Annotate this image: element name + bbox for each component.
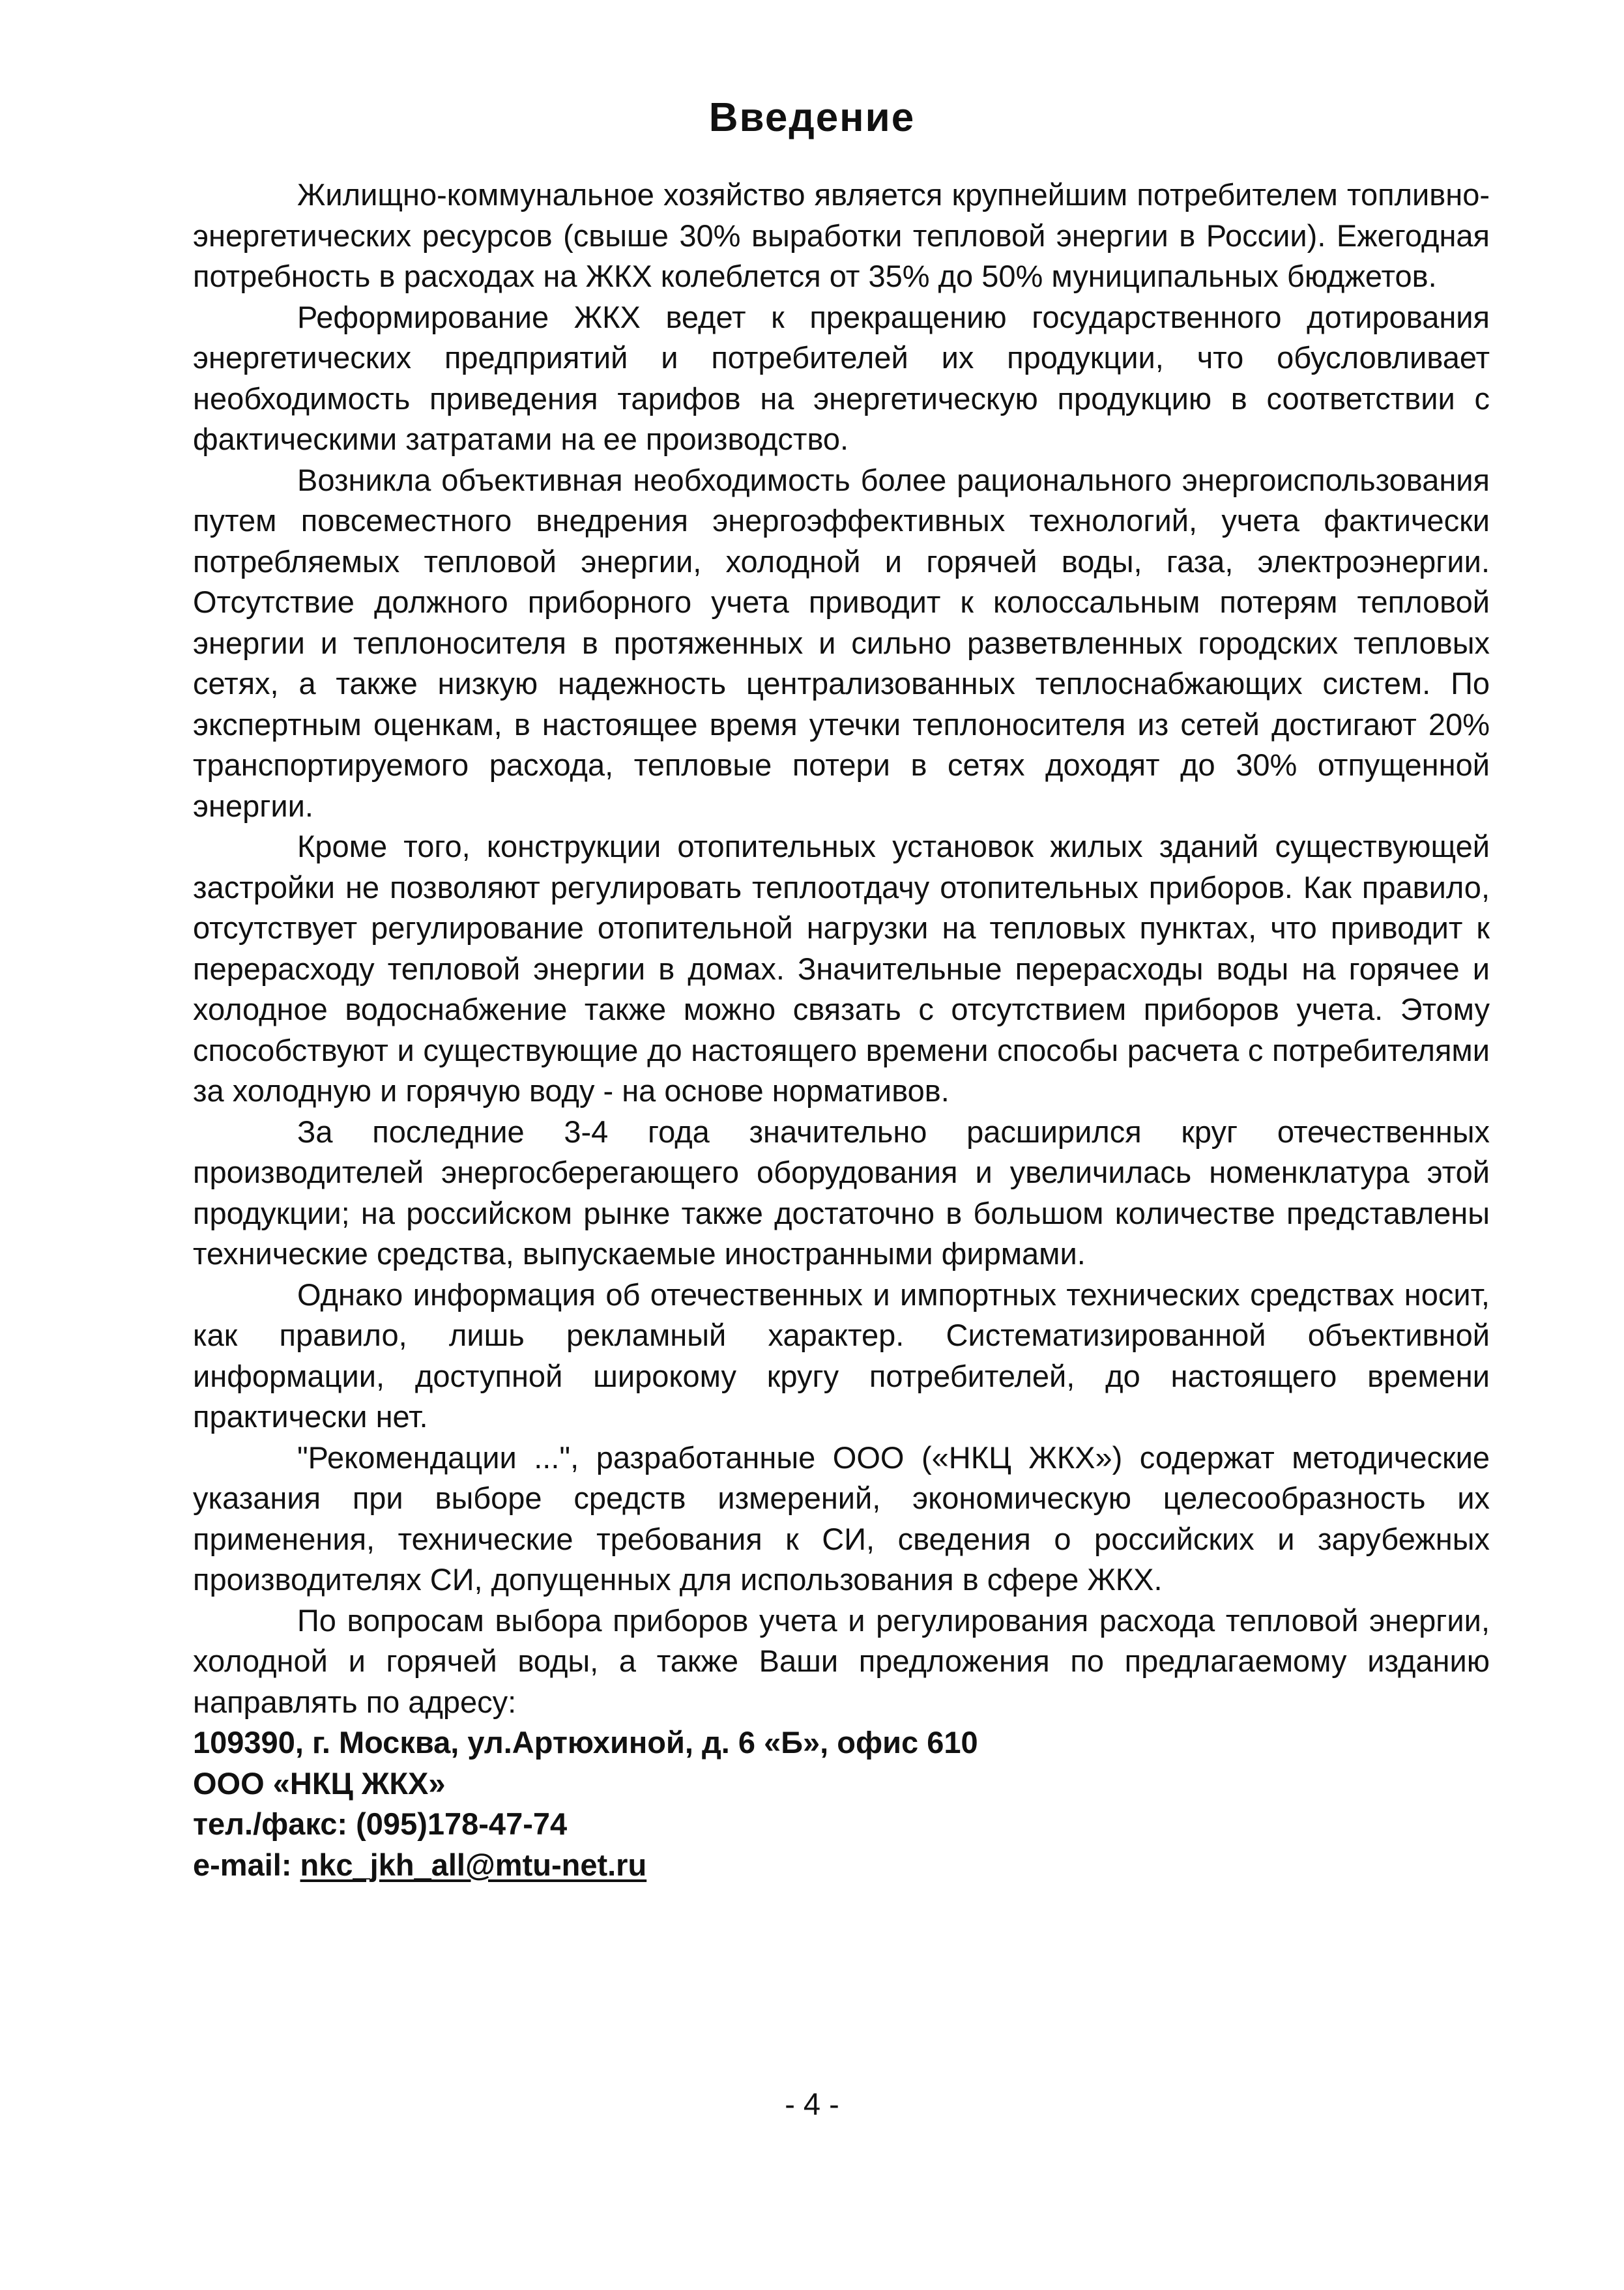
contact-address: 109390, г. Москва, ул.Артюхиной, д. 6 «Б», офис 610	[193, 1725, 978, 1760]
body-text	[193, 175, 1490, 1885]
paragraph-6: Однако информация об отечественных и импортных технических средствах носит, как правило, лишь рекламный характер. Систематизированной объективной информации, доступной широкому кругу потребителей, до настоящего времени практически нет.	[193, 1277, 1490, 1434]
contact-email-line	[193, 1845, 1490, 1886]
contact-email-label: e-mail:	[193, 1847, 300, 1882]
page-number: - 4 -	[785, 2087, 839, 2121]
contact-email-link[interactable]: nkc_jkh_all@mtu-net.ru	[300, 1847, 647, 1882]
contact-organization: ООО «НКЦ ЖКХ»	[193, 1765, 446, 1801]
paragraph-7: "Рекомендации ...", разработанные ООО («НКЦ ЖКХ») содержат методические указания при выборе средств измерений, экономическую целесообразность их применения, технические требования к СИ, сведения о российских и зарубежных производителях СИ, допущенных для использования в сфере ЖКХ.	[193, 1440, 1490, 1597]
contact-phone: тел./факс: (095)178-47-74	[193, 1806, 568, 1841]
page-title: Введение	[708, 95, 916, 140]
paragraph-4: Кроме того, конструкции отопительных установок жилых зданий существующей застройки не позволяют регулировать теплоотдачу отопительных приборов. Как правило, отсутствует регулирование отопительной нагрузки на тепловых пунктах, что приводит к перерасходу тепловой энергии в домах. Значительные перерасходы воды на горячее и холодное водоснабжение также можно связать с отсутствием приборов учета. Этому способствуют и существующие до настоящего времени способы расчета с потребителями за холодную и горячую воду - на основе нормативов.	[193, 829, 1490, 1108]
paragraph-1: Жилищно-коммунальное хозяйство является крупнейшим потребителем топливно-энергетических ресурсов (свыше 30% выработки тепловой энергии в России). Ежегодная потребность в расходах на ЖКХ колеблется от 35% до 50% муниципальных бюджетов.	[193, 177, 1490, 293]
paragraph-5: За последние 3-4 года значительно расширился круг отечественных производителей энергосберегающего оборудования и увеличилась номенклатура этой продукции; на российском рынке также достаточно в большом количестве представлены технические средства, выпускаемые иностранными фирмами.	[193, 1114, 1490, 1271]
paragraph-2: Реформирование ЖКХ ведет к прекращению государственного дотирования энергетических предприятий и потребителей их продукции, что обусловливает необходимость приведения тарифов на энергетическую продукцию в соответствии с фактическими затратами на ее производство.	[193, 299, 1490, 456]
paragraph-3: Возникла объективная необходимость более рационального энергоиспользования путем повсеместного внедрения энергоэффективных технологий, учета фактически потребляемых тепловой энергии, холодной и горячей воды, газа, электроэнергии. Отсутствие должного приборного учета приводит к колоссальным потерям тепловой энергии и теплоносителя в протяженных и сильно разветвленных городских тепловых сетях, а также низкую надежность централизованных теплоснабжающих систем. По экспертным оценкам, в настоящее время утечки теплоносителя из сетей достигают 20% транспортируемого расхода, тепловые потери в сетях доходят до 30% отпущенной энергии.	[193, 462, 1490, 823]
paragraph-8: По вопросам выбора приборов учета и регулирования расхода тепловой энергии, холодной и горячей воды, а также Ваши предложения по предлагаемому изданию направлять по адресу:	[193, 1602, 1490, 1719]
